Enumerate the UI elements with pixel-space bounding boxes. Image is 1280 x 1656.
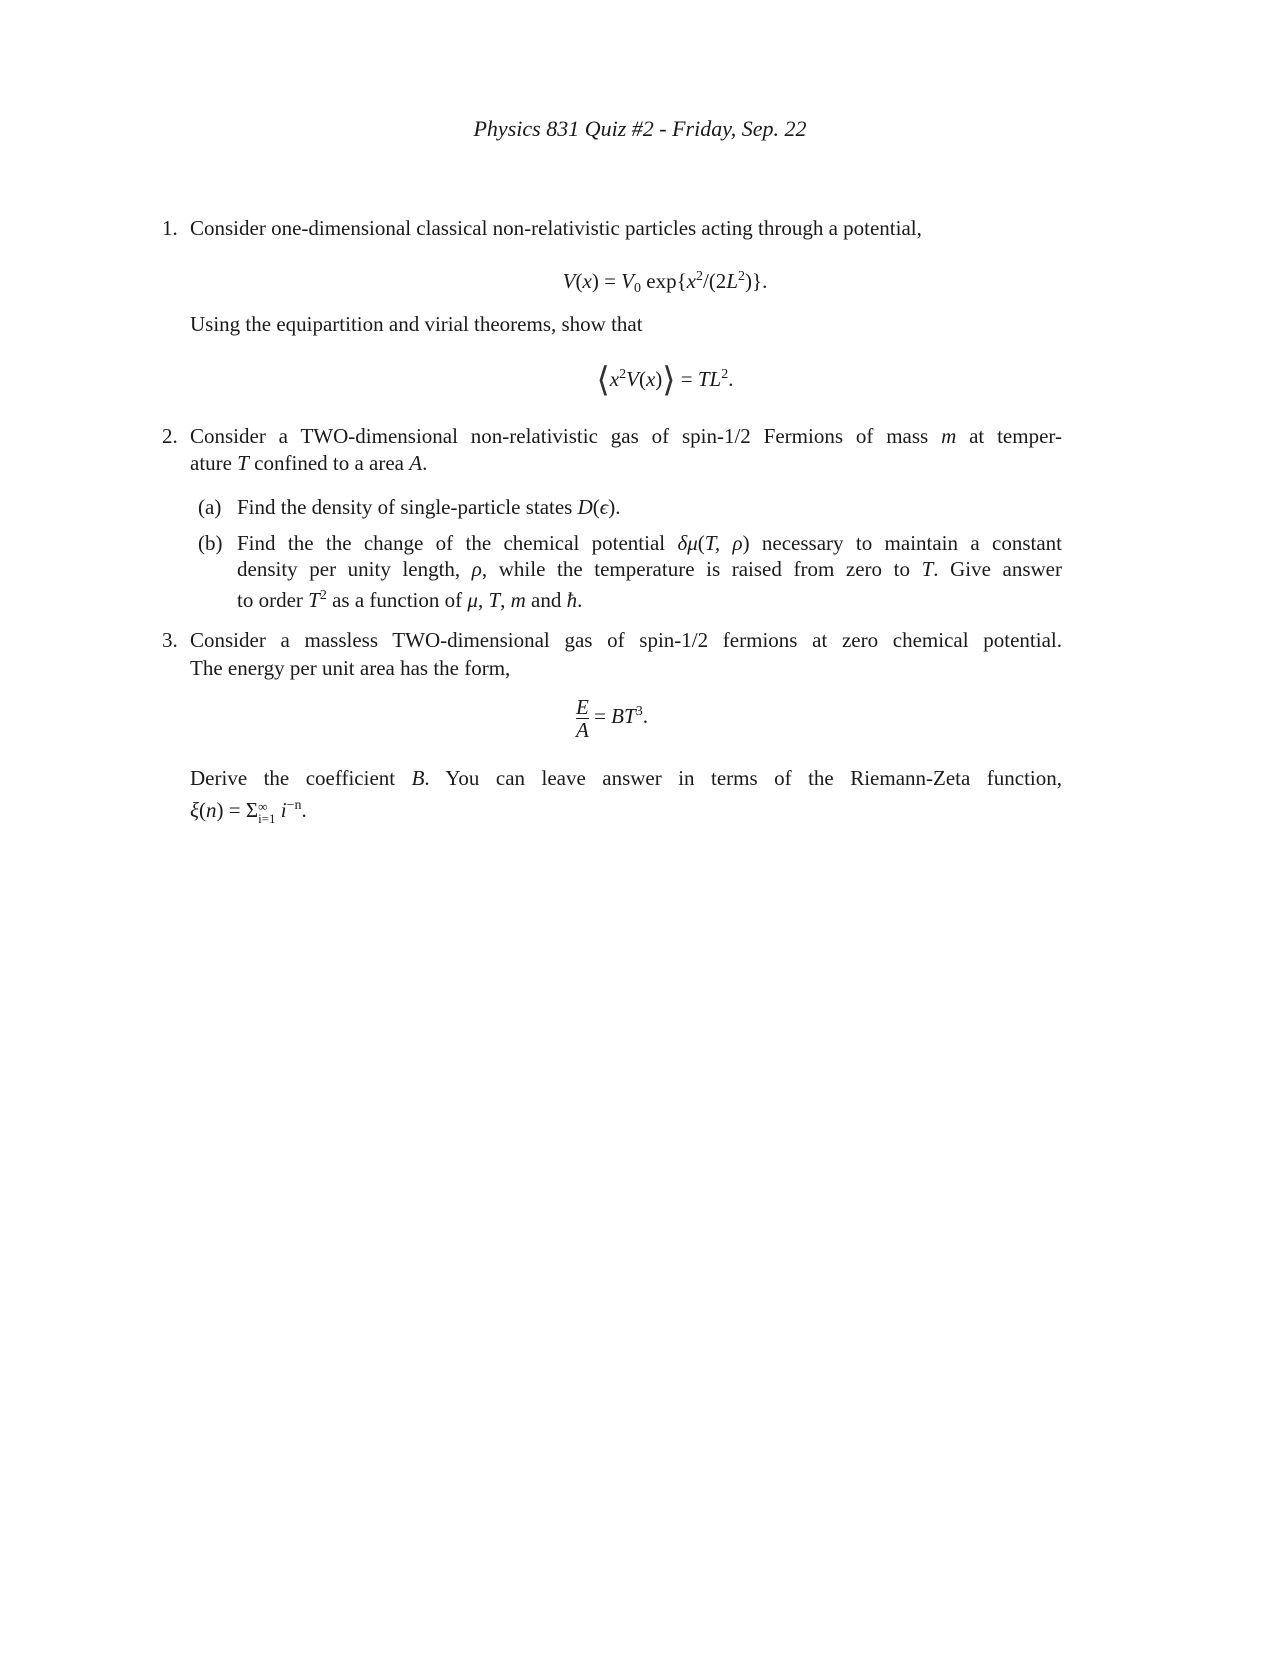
equation-rhs [589, 704, 648, 728]
sum-lower-limit: i=1 [258, 811, 276, 826]
math-symbol: T [237, 451, 249, 475]
text-run: , while the temperature is raised from zero to [481, 557, 922, 581]
text-run: Consider a massless TWO-dimensional gas of spin-1/2 fermions at zero chemical potential. [190, 628, 1062, 652]
math-symbol: V [562, 269, 576, 293]
zeta-summand [276, 798, 307, 822]
part-a-label: (a) [198, 495, 222, 519]
text-run: Derive the coefficient [190, 766, 412, 790]
sum-limits [258, 801, 275, 825]
text-run: Consider a TWO-dimensional non-relativistic gas of spin-1/2 Fermions of mass [190, 424, 942, 448]
text-run: . [728, 367, 734, 391]
part-b-label: (b) [198, 531, 223, 555]
math-sup: 2 [319, 588, 327, 603]
text-run: )}. [745, 269, 768, 293]
question-1-number: 1. [162, 216, 178, 240]
text-run: . [642, 704, 648, 729]
text-run: The energy per unit area has the form, [190, 656, 511, 680]
text-run: . [422, 451, 428, 475]
part-b-text-line3 [237, 583, 582, 613]
text-run: ( [575, 269, 583, 293]
math-symbol: BT [611, 704, 636, 729]
text-run: ( [592, 495, 600, 519]
question-3-number: 3. [162, 628, 178, 652]
text-run: . Give answer [933, 557, 1062, 581]
math-sup: 3 [635, 704, 643, 720]
equation-potential [25, 264, 1280, 302]
math-big: ⟨ [596, 362, 610, 399]
text-run: ( [199, 798, 206, 822]
math-symbol: ϵ [599, 495, 609, 519]
math-sup: 2 [619, 367, 627, 382]
equation-virial [25, 362, 1280, 399]
math-symbol: T [308, 588, 320, 612]
text-run: , [500, 588, 511, 612]
math-symbol: D [577, 495, 593, 519]
question-1-instruction [190, 311, 643, 337]
math-symbol: ξ [190, 798, 199, 822]
text-run: ature [190, 451, 238, 475]
question-2-text-line2 [190, 450, 427, 476]
text-run: ) necessary to maintain a constant [742, 531, 1063, 555]
math-symbol: x [609, 367, 620, 391]
text-run: as a function of [326, 588, 468, 612]
math-symbol: T [921, 557, 934, 581]
text-run: Using the equipartition and virial theorems, show that [190, 312, 643, 336]
fraction-denominator: A [576, 718, 589, 742]
equation-energy-density [576, 696, 648, 741]
text-run: and [525, 588, 567, 612]
math-symbol: m [510, 588, 526, 612]
part-b-text-line1 [237, 530, 1062, 556]
sum-upper-limit: ∞ [258, 799, 268, 814]
math-symbol: x [686, 269, 696, 293]
page-title: Physics 831 Quiz #2 - Friday, Sep. 22 [473, 116, 807, 141]
question-2-text-line1 [190, 423, 1062, 449]
text-run: . [577, 588, 583, 612]
math-symbol: n [206, 798, 217, 822]
math-symbol: V [626, 367, 639, 391]
zeta-definition [190, 793, 307, 825]
math-sup: 2 [738, 269, 745, 284]
math-sup: 2 [695, 269, 703, 284]
math-symbol: x [645, 367, 656, 391]
math-symbol: x [582, 269, 592, 293]
text-run: /(2 [702, 269, 727, 293]
math-symbol: i [275, 798, 287, 822]
math-symbol: μ [467, 588, 478, 612]
math-symbol: TL [697, 367, 722, 391]
text-run: ( [697, 531, 705, 555]
text-run: = [588, 704, 612, 729]
zeta-lhs [190, 798, 258, 822]
math-symbol: T [488, 588, 501, 612]
text-run: exp{ [641, 269, 687, 293]
question-2-number: 2. [162, 424, 178, 448]
math-big: ⟩ [662, 362, 676, 399]
fraction-e-over-a [576, 696, 589, 741]
math-symbol: A [409, 451, 423, 475]
text-run: at temper- [956, 424, 1062, 448]
text-run: ) = [591, 269, 622, 293]
math-symbol: L [726, 269, 738, 293]
text-run: . You can leave answer in terms of the Riemann-Zeta function, [424, 766, 1063, 790]
text-run: ). [608, 495, 621, 519]
question-3-text-line3 [190, 765, 1062, 791]
fraction-numerator: E [576, 695, 589, 719]
text-run: Find the the change of the chemical potential [237, 531, 678, 555]
text-run: Consider one-dimensional classical non-relativistic particles acting through a potential, [190, 216, 922, 240]
math-sup: 2 [721, 367, 729, 382]
question-1-text [190, 215, 922, 241]
math-symbol: B [411, 766, 425, 790]
math-sup: −n [286, 798, 302, 813]
math-symbol: ρ [471, 557, 482, 581]
math-symbol: ħ [566, 588, 578, 612]
text-run: ) = Σ [216, 798, 259, 822]
math-sub: 0 [634, 281, 641, 296]
text-run: density per unity length, [237, 557, 472, 581]
text-run: confined to a area [248, 451, 410, 475]
question-3-text-line1 [190, 627, 1062, 653]
text-run: to order [237, 588, 309, 612]
part-b-text-line2 [237, 556, 1062, 582]
math-symbol: δμ [677, 531, 698, 555]
text-run: . [301, 798, 307, 822]
text-run: = [675, 367, 698, 391]
part-a-text [237, 494, 620, 520]
text-run: Find the density of single-particle states [237, 495, 578, 519]
math-symbol: m [941, 424, 957, 448]
text-run: , [477, 588, 489, 612]
math-symbol: T, ρ [704, 531, 743, 555]
question-3-text-line2 [190, 655, 510, 681]
text-run: ( [638, 367, 646, 391]
text-run: ) [655, 367, 663, 391]
math-symbol: V [621, 269, 634, 293]
